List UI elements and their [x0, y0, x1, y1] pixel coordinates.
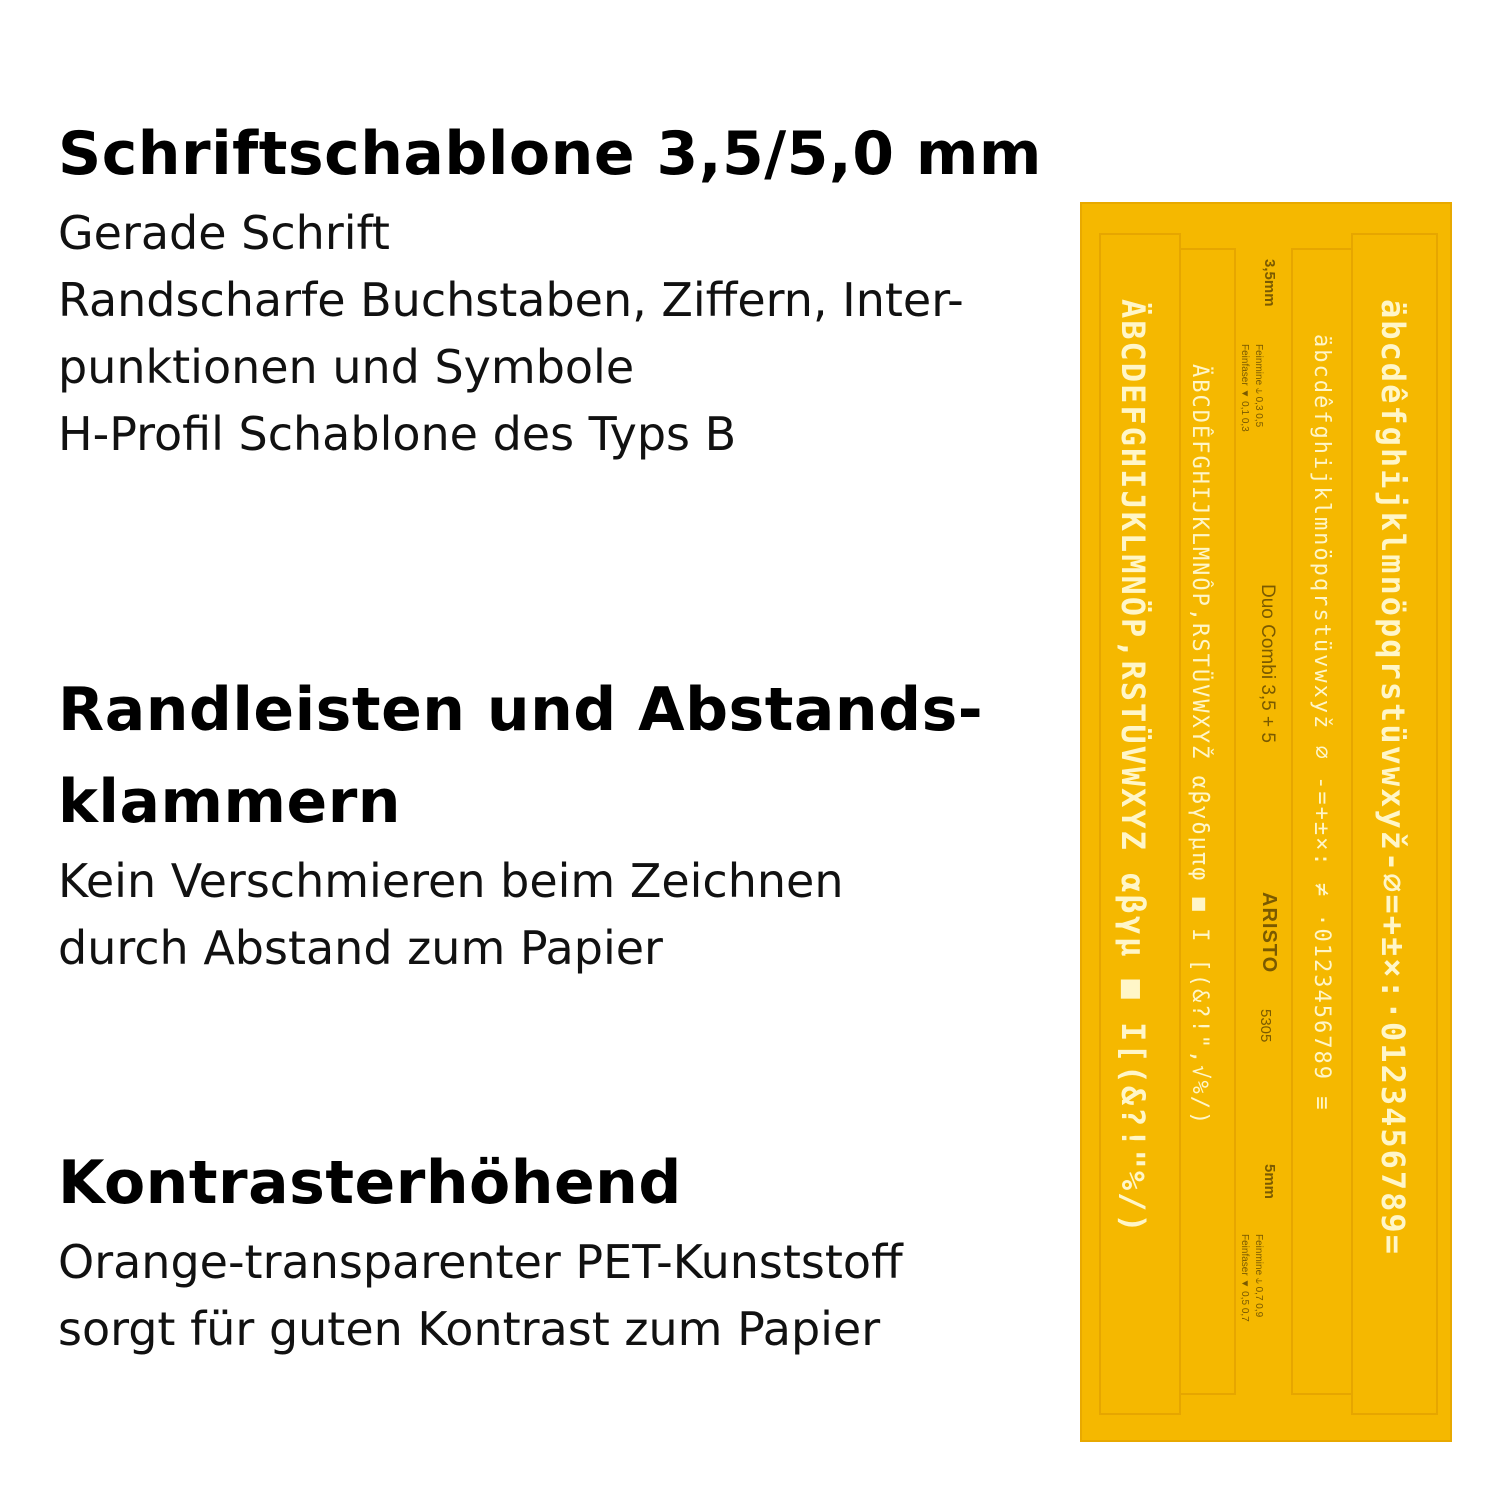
section-heading: Schriftschablone 3,5/5,0 mm [58, 119, 1042, 189]
section-edges [58, 664, 1058, 982]
feature-line: Randscharfe Buchstaben, Ziffern, Inter- [58, 273, 964, 327]
feature-line: punktionen und Symbole [58, 340, 635, 394]
feature-line: durch Abstand zum Papier [58, 921, 663, 975]
feature-line: Kein Verschmieren beim Zeichnen [58, 854, 844, 908]
stencil-brand: ARISTO [1258, 892, 1280, 974]
section-contrast [58, 1137, 1058, 1363]
stencil-size-large: 5mm [1261, 1164, 1278, 1200]
lettering-stencil-image [1080, 202, 1452, 1442]
stencil-model: Duo Combi 3,5 + 5 [1257, 584, 1278, 743]
section-heading: Kontrasterhöhend [58, 1148, 682, 1218]
stencil-lowercase-large: äbcdêfghijklmnöpqrstüvwxyž-∅=+±×:·0123456789= [1374, 299, 1412, 1256]
stencil-pen-info: Feinmine ⫝ 0,7 0,9 [1253, 1234, 1264, 1318]
feature-line: sorgt für guten Kontrast zum Papier [58, 1302, 881, 1356]
section-template [58, 108, 1058, 468]
stencil-pen-info: Feinmine ⫝ 0,3 0,5 [1253, 344, 1264, 428]
stencil-lowercase-small: äbcdêfghijklmnöpqrstüvwxyž ∅ -=+±×: ≠ ·0123456789 ≡ [1309, 334, 1334, 1112]
stencil-pen-info: Feinfaser ▼ 0,1 0,3 [1239, 344, 1250, 432]
section-heading: klammern [58, 767, 401, 837]
stencil-uppercase-small: ÄBCDÊFGHIJKLMNÔP,RSTÜVWXYŽ αβγδμπφ ■ I [(&?!",√%/) [1187, 364, 1212, 1127]
section-heading: Randleisten und Abstands- [58, 675, 984, 745]
feature-line: Orange-transparenter PET-Kunststoff [58, 1235, 903, 1289]
stencil-number: 5305 [1257, 1009, 1274, 1043]
stencil-size-small: 3,5mm [1261, 259, 1278, 307]
stencil-pen-info: Feinfaser ▼ 0,5 0,7 [1239, 1234, 1250, 1322]
stencil-uppercase-large: ÄBCDEFGHIJKLMNÖP,RSTÜVWXYZ αβγμ ■ I[(&?!"%/) [1114, 299, 1152, 1235]
feature-line: Gerade Schrift [58, 206, 390, 260]
feature-line: H-Profil Schablone des Typs B [58, 407, 737, 461]
